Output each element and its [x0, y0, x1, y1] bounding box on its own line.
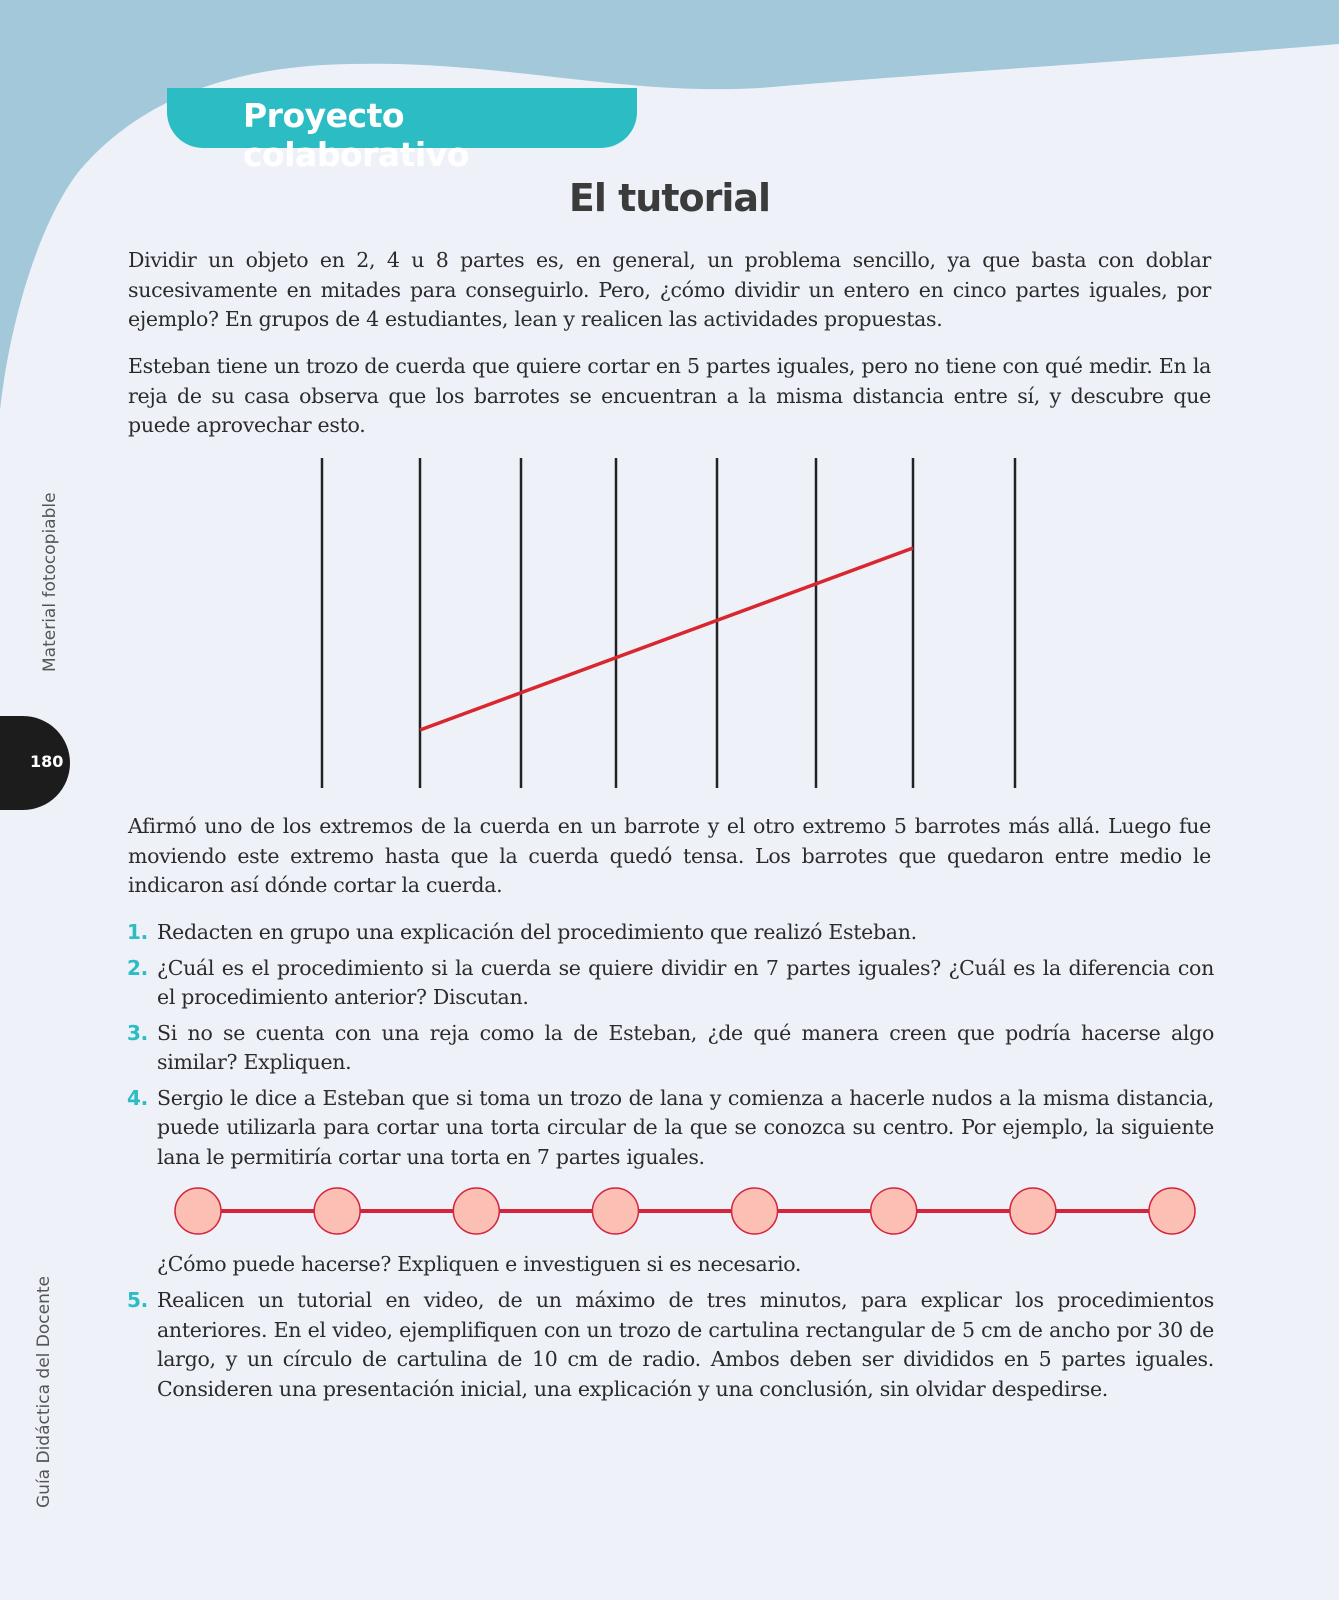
question-number: 2.	[127, 955, 148, 980]
yarn-knot	[592, 1188, 638, 1234]
question-text: Sergio le dice a Esteban que si toma un trozo de lana y comienza a hacerle nudos a la misma distancia, puede utilizarla para cortar una torta circular de la que se conozca su centro. Por ejemplo, la siguiente lana le permitiría cortar una torta en 7 partes iguales.	[157, 1085, 1214, 1169]
fence-bars-figure	[300, 452, 1040, 792]
guide-label: Guía Didáctica del Docente	[34, 1276, 54, 1508]
question-item	[124, 1084, 1214, 1173]
intro-paragraph-3: Afirmó uno de los extremos de la cuerda en un barrote y el otro extremo 5 barrotes más allá. Luego fue moviendo este extremo hasta que la cuerda quedó tensa. Los barrotes que quedaron entre medio le indicaron así dónde cortar la cuerda.	[128, 814, 1211, 897]
question-number: 3.	[127, 1020, 148, 1045]
question-item	[124, 1019, 1214, 1078]
yarn-knot	[732, 1188, 778, 1234]
question-text: Redacten en grupo una explicación del procedimiento que realizó Esteban.	[157, 920, 917, 944]
question-text: ¿Cuál es el procedimiento si la cuerda se quiere dividir en 7 partes iguales? ¿Cuál es la diferencia con el procedimiento anterior? Discutan.	[157, 955, 1214, 1009]
question-number: 1.	[127, 920, 148, 944]
knotted-yarn-figure	[170, 1185, 1200, 1237]
question-number: 4.	[127, 1085, 148, 1110]
page-number: 180	[30, 752, 64, 771]
question4-followup: ¿Cómo puede hacerse? Expliquen e investiguen si es necesario.	[157, 1252, 802, 1276]
intro-paragraph-2: Esteban tiene un trozo de cuerda que quiere cortar en 5 partes iguales, pero no tiene con qué medir. En la reja de su casa observa que los barrotes se encuentran a la misma distancia entre sí, y descubre que puede aprovechar esto.	[128, 354, 1211, 437]
yarn-knot	[175, 1188, 221, 1234]
page-title: El tutorial	[568, 176, 771, 220]
question-number: 5.	[127, 1288, 148, 1312]
material-label: Material fotocopiable	[40, 492, 60, 672]
yarn-knot	[453, 1188, 499, 1234]
yarn-knot	[1010, 1188, 1056, 1234]
question-list-2	[124, 1286, 1214, 1404]
page-number-tab	[0, 716, 70, 810]
question-item	[124, 954, 1214, 1013]
question-item	[124, 918, 1214, 948]
question-text: Realicen un tutorial en video, de un máximo de tres minutos, para explicar los procedimientos anteriores. En el video, ejemplifiquen con un trozo de cartulina rectangular de 5 cm de ancho por 30 de largo, y un círculo de cartulina de 10 cm de radio. Ambos deben ser divididos en 5 partes iguales. Consideren una presentación inicial, una explicación y una conclusión, sin olvidar despedirse.	[157, 1288, 1214, 1401]
project-banner	[167, 88, 637, 174]
yarn-knot	[314, 1188, 360, 1234]
question-text: Si no se cuenta con una reja como la de Esteban, ¿de qué manera creen que podría hacerse algo similar? Expliquen.	[157, 1020, 1214, 1074]
question-list	[124, 918, 1214, 1172]
yarn-knot	[871, 1188, 917, 1234]
rope-line	[420, 548, 913, 730]
yarn-knot	[1149, 1188, 1195, 1234]
project-label: Proyecto colaborativo	[243, 96, 469, 174]
question-item	[124, 1286, 1214, 1404]
intro-paragraph-1: Dividir un objeto en 2, 4 u 8 partes es, en general, un problema sencillo, ya que basta con doblar sucesivamente en mitades para conseguirlo. Pero, ¿cómo dividir un entero en cinco partes iguales, por ejemplo? En grupos de 4 estudiantes, lean y realicen las actividades propuestas.	[128, 248, 1211, 331]
